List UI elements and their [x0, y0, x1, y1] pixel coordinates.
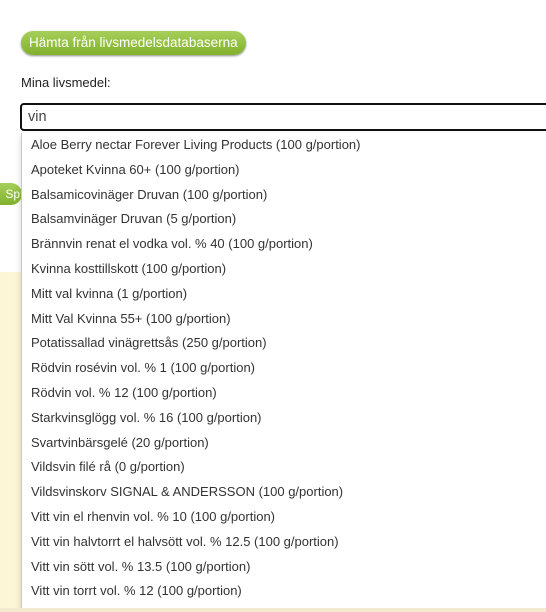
suggestion-item[interactable]: Kvinna kosttillskott (100 g/portion): [31, 260, 227, 276]
suggestion-item[interactable]: Vitt vin torrt vol. % 12 (100 g/portion): [31, 583, 242, 599]
bottom-border: [0, 608, 546, 612]
my-foods-label: Mina livsmedel:: [21, 75, 111, 90]
suggestion-item[interactable]: Mitt Val Kvinna 55+ (100 g/portion): [31, 310, 231, 326]
suggestion-item[interactable]: Balsamicovinäger Druvan (100 g/portion): [31, 186, 268, 202]
food-search-input[interactable]: [20, 103, 546, 131]
suggestion-item[interactable]: Vitt vin halvtorrt el halvsött vol. % 12.5 (100 g/portion): [31, 533, 339, 549]
suggestion-item[interactable]: Vitt vin el rhenvin vol. % 10 (100 g/portion): [31, 508, 276, 524]
suggestion-item[interactable]: Vildsvin filé rå (0 g/portion): [31, 459, 185, 475]
suggestion-item[interactable]: Balsamvinäger Druvan (5 g/portion): [31, 211, 237, 227]
suggestion-item[interactable]: Starkvinsglögg vol. % 16 (100 g/portion): [31, 409, 262, 425]
partially-hidden-button[interactable]: Sp: [0, 183, 22, 205]
suggestion-item[interactable]: Potatissallad vinägrettsås (250 g/portion): [31, 335, 267, 351]
autocomplete-dropdown: [21, 133, 546, 609]
suggestion-item[interactable]: Rödvin rosévin vol. % 1 (100 g/portion): [31, 360, 256, 376]
suggestion-item[interactable]: Aloe Berry nectar Forever Living Products (100 g/portion): [31, 137, 361, 152]
fetch-from-food-database-button[interactable]: Hämta från livsmedelsdatabaserna: [21, 31, 246, 55]
suggestion-item[interactable]: Vitt vin sött vol. % 13.5 (100 g/portion): [31, 558, 251, 574]
suggestion-item[interactable]: Brännvin renat el vodka vol. % 40 (100 g/portion): [31, 236, 313, 252]
suggestion-item[interactable]: Mitt val kvinna (1 g/portion): [31, 285, 188, 301]
suggestion-item[interactable]: Vildsvinskorv SIGNAL & ANDERSSON (100 g/portion): [31, 484, 344, 500]
suggestion-item[interactable]: Rödvin vol. % 12 (100 g/portion): [31, 384, 217, 400]
suggestion-item[interactable]: Svartvinbärsgelé (20 g/portion): [31, 434, 209, 450]
suggestion-item[interactable]: Apoteket Kvinna 60+ (100 g/portion): [31, 161, 240, 177]
